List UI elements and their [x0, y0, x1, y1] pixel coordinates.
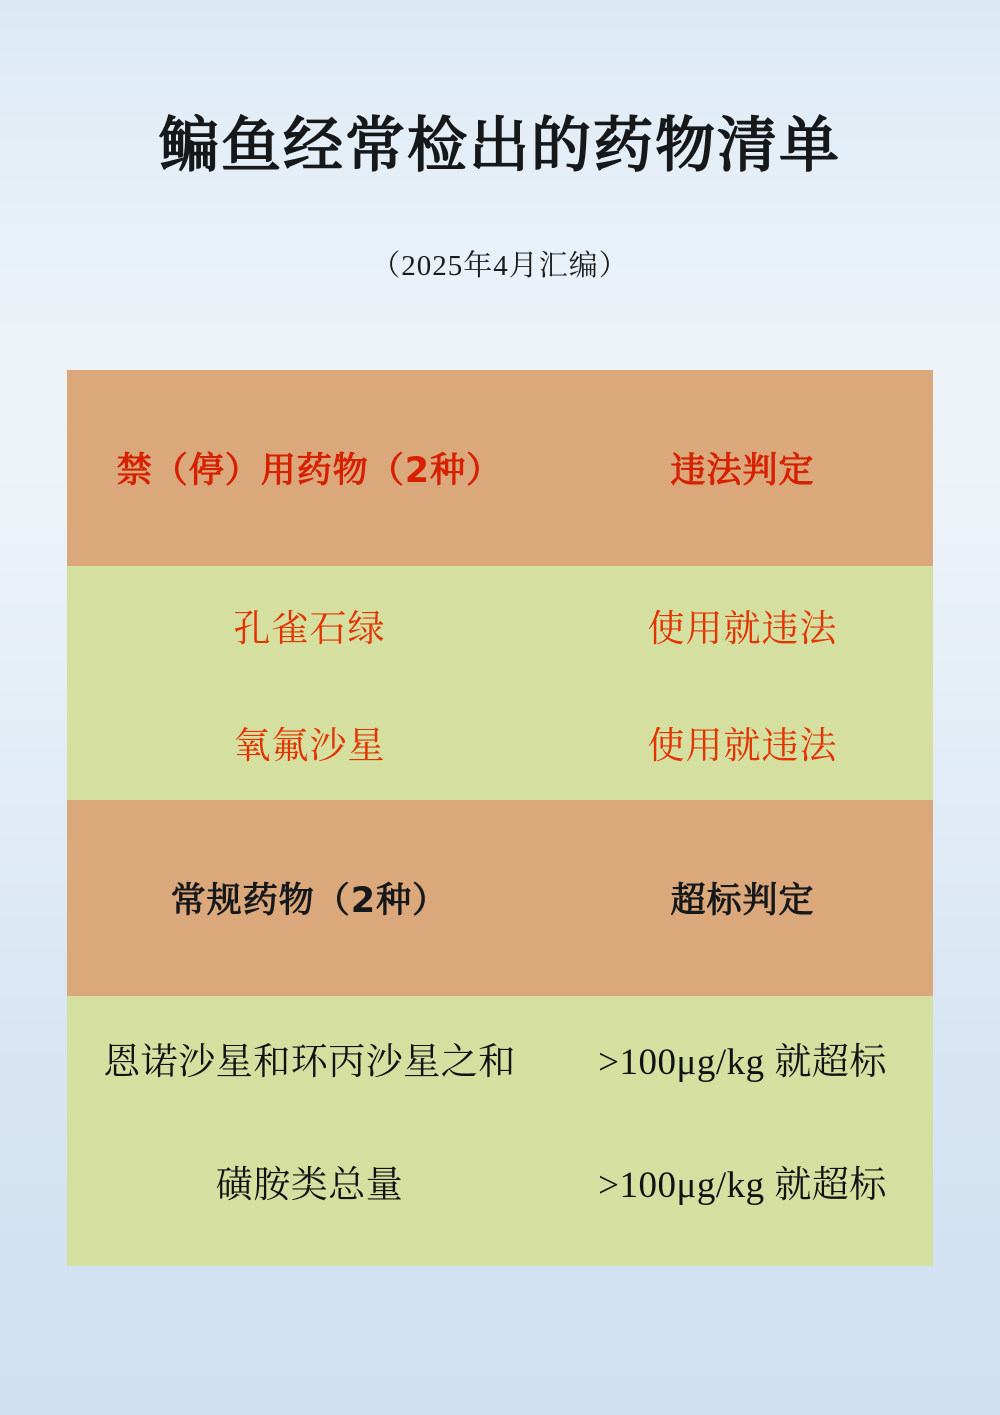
banned-drug-judgement-1: 使用就违法 [552, 566, 933, 683]
section-routine-category-header: 常规药物（2种） [67, 800, 552, 996]
banned-drug-name-1: 孔雀石绿 [67, 566, 552, 683]
banned-drug-name-2: 氧氟沙星 [67, 683, 552, 800]
page-title: 鳊鱼经常检出的药物清单 [159, 111, 841, 181]
section-banned-category-header: 禁（停）用药物（2种） [67, 370, 552, 566]
table-bottom-spacer-right [552, 1242, 933, 1266]
routine-drug-judgement-2: >100μg/kg 就超标 [552, 1119, 933, 1242]
drug-table-container [67, 370, 933, 1266]
routine-drug-judgement-1: >100μg/kg 就超标 [552, 996, 933, 1119]
drug-table [67, 370, 933, 1266]
banned-drug-judgement-2: 使用就违法 [552, 683, 933, 800]
table-bottom-spacer [67, 1242, 933, 1266]
table-row [67, 683, 933, 800]
table-row [67, 566, 933, 683]
section-routine-judgement-header: 超标判定 [552, 800, 933, 996]
section-banned-judgement-header: 违法判定 [552, 370, 933, 566]
table-bottom-spacer-left [67, 1242, 552, 1266]
table-row [67, 996, 933, 1119]
poster-header [0, 0, 1000, 284]
table-section-header-banned [67, 370, 933, 566]
table-section-header-routine [67, 800, 933, 996]
page-subtitle: （2025年4月汇编） [371, 250, 629, 282]
table-row [67, 1119, 933, 1242]
routine-drug-name-1: 恩诺沙星和环丙沙星之和 [67, 996, 552, 1119]
routine-drug-name-2: 磺胺类总量 [67, 1119, 552, 1242]
